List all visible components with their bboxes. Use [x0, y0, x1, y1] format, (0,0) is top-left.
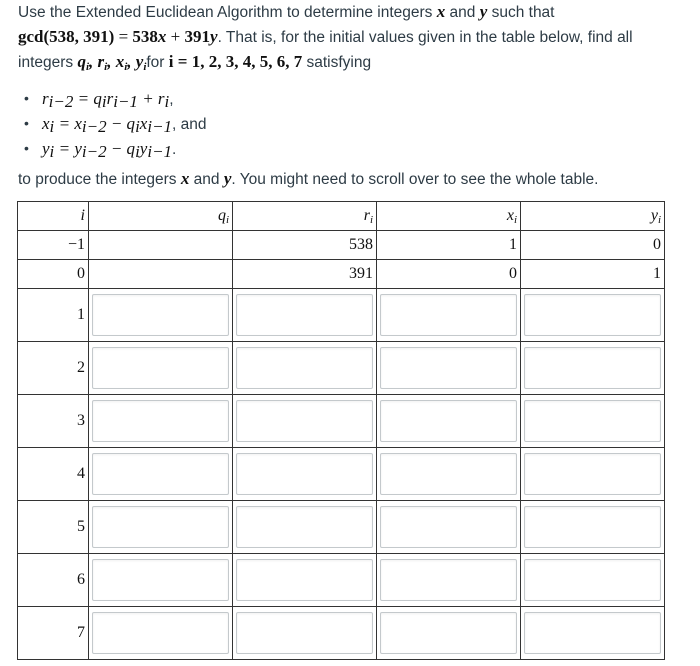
- instruction-line-2: [18, 25, 690, 50]
- math-sub: i: [164, 92, 170, 111]
- r-input[interactable]: [236, 347, 373, 389]
- math: − q: [106, 139, 136, 158]
- condition-tail: .: [172, 141, 177, 158]
- condition-tail: , and: [172, 116, 207, 133]
- q-input[interactable]: [92, 506, 229, 548]
- math-sub: i: [49, 142, 55, 161]
- produce-text-b: . You might need to scroll over to see the whole table.: [231, 171, 599, 188]
- math: r: [106, 89, 114, 108]
- instruction-text: satisfying: [302, 54, 372, 71]
- cell-r: [233, 607, 377, 660]
- math-sub: i−2: [48, 92, 74, 111]
- table-row: [18, 554, 665, 607]
- y-input[interactable]: [524, 559, 661, 601]
- y-input[interactable]: [524, 506, 661, 548]
- header-r: [233, 202, 377, 231]
- produce-text-and: and: [189, 171, 224, 188]
- math: = x: [58, 114, 82, 133]
- header-label: i: [80, 207, 85, 224]
- header-label: r: [363, 207, 370, 224]
- x-input[interactable]: [380, 612, 517, 654]
- instruction-text: . That is, for the initial values given in the table below, find all: [217, 29, 633, 46]
- cell-i: 5: [18, 501, 89, 554]
- cell-x: [377, 554, 521, 607]
- instruction-text: Use the Extended Euclidean Algorithm to determine integers: [18, 4, 437, 21]
- r-input[interactable]: [236, 559, 373, 601]
- cell-r: 538: [233, 231, 377, 260]
- instruction-text: such that: [487, 4, 555, 21]
- math: + r: [137, 89, 165, 108]
- math-sub: i−2: [81, 117, 107, 136]
- conditions-list: [24, 86, 207, 161]
- cell-y: [521, 289, 665, 342]
- cell-x: [377, 607, 521, 660]
- cell-r: [233, 395, 377, 448]
- math-sub: i−1: [147, 142, 173, 161]
- cell-y: [521, 607, 665, 660]
- header-y: [521, 202, 665, 231]
- coef-538: 538: [132, 27, 158, 46]
- cell-y: [521, 395, 665, 448]
- cell-y: 1: [521, 260, 665, 289]
- table-row: [18, 501, 665, 554]
- cell-x: 0: [377, 260, 521, 289]
- produce-text-a: to produce the integers: [18, 171, 181, 188]
- var-list: $q_i$, $r_i$, $x_i$, $y_i$: [77, 52, 147, 73]
- cell-r: 391: [233, 260, 377, 289]
- x-input[interactable]: [380, 453, 517, 495]
- math: y: [139, 139, 148, 158]
- cell-i: 6: [18, 554, 89, 607]
- cell-x: [377, 289, 521, 342]
- condition-tail: ,: [169, 91, 174, 108]
- math-sub: i−1: [113, 92, 138, 111]
- math: r: [42, 89, 49, 108]
- r-input[interactable]: [236, 506, 373, 548]
- header-sub: i: [225, 214, 229, 226]
- var-y: y: [223, 169, 232, 188]
- var-x: x: [436, 2, 446, 21]
- math: y: [42, 139, 50, 158]
- table-row: [18, 342, 665, 395]
- x-input[interactable]: [380, 347, 517, 389]
- y-input[interactable]: [524, 400, 661, 442]
- cell-y: [521, 501, 665, 554]
- equals: =: [114, 27, 133, 46]
- math-sub: i−2: [81, 142, 107, 161]
- cell-q: [89, 342, 233, 395]
- table-row: [18, 289, 665, 342]
- math: = q: [77, 89, 102, 108]
- x-input[interactable]: [380, 559, 517, 601]
- q-input[interactable]: [92, 612, 229, 654]
- cell-q: [89, 289, 233, 342]
- euclid-table: [17, 201, 665, 660]
- var-x: x: [157, 27, 167, 46]
- cell-r: [233, 554, 377, 607]
- condition-y: [24, 136, 207, 161]
- cell-q: [89, 501, 233, 554]
- cell-q: [89, 395, 233, 448]
- math-sub: i: [135, 142, 140, 161]
- coef-391: 391: [184, 27, 211, 46]
- instruction-line-3: [18, 50, 690, 75]
- cell-x: [377, 342, 521, 395]
- var-x: x: [180, 169, 190, 188]
- table-header-row: [18, 202, 665, 231]
- header-sub: i: [369, 214, 373, 226]
- instruction-text: integers: [18, 54, 78, 71]
- cell-r: [233, 448, 377, 501]
- q-input[interactable]: [92, 559, 229, 601]
- q-input[interactable]: [92, 400, 229, 442]
- q-input[interactable]: [92, 453, 229, 495]
- cell-y: 0: [521, 231, 665, 260]
- math: x: [139, 114, 148, 133]
- var-y: y: [210, 27, 218, 46]
- gcd-expression: gcd(538, 391): [18, 27, 115, 46]
- cell-i: −1: [18, 231, 89, 260]
- math: − q: [106, 114, 136, 133]
- r-input[interactable]: [236, 294, 373, 336]
- q-input[interactable]: [92, 347, 229, 389]
- math-sub: i: [49, 117, 55, 136]
- math-sub: i−1: [147, 117, 173, 136]
- header-sub: i: [513, 214, 517, 226]
- cell-r: [233, 501, 377, 554]
- math-sub: i: [135, 117, 140, 136]
- instruction-line-1: [18, 0, 690, 25]
- cell-i: 1: [18, 289, 89, 342]
- table-row: [18, 395, 665, 448]
- cell-r: [233, 342, 377, 395]
- x-input[interactable]: [380, 506, 517, 548]
- cell-y: [521, 448, 665, 501]
- cell-i: 0: [18, 260, 89, 289]
- instructions: [18, 0, 690, 75]
- i-range: i = 1, 2, 3, 4, 5, 6, 7: [168, 52, 303, 71]
- plus: +: [166, 27, 185, 46]
- cell-q: [89, 260, 233, 289]
- header-q: [89, 202, 233, 231]
- math: x: [42, 114, 50, 133]
- x-input[interactable]: [380, 294, 517, 336]
- y-input[interactable]: [524, 453, 661, 495]
- cell-q: [89, 554, 233, 607]
- header-x: [377, 202, 521, 231]
- produce-text: [18, 167, 598, 192]
- header-sub: i: [657, 214, 661, 226]
- table-row: [18, 231, 665, 260]
- cell-i: 3: [18, 395, 89, 448]
- math-sub: i: [101, 92, 107, 111]
- header-label: x: [506, 207, 514, 224]
- cell-x: 1: [377, 231, 521, 260]
- var-y: y: [479, 2, 488, 21]
- cell-i: 4: [18, 448, 89, 501]
- q-input[interactable]: [92, 294, 229, 336]
- r-input[interactable]: [236, 453, 373, 495]
- instruction-text: and: [445, 4, 480, 21]
- cell-x: [377, 501, 521, 554]
- condition-x: [24, 111, 207, 136]
- table-row: [18, 260, 665, 289]
- y-input[interactable]: [524, 347, 661, 389]
- header-label: q: [217, 207, 226, 224]
- cell-y: [521, 342, 665, 395]
- cell-i: 7: [18, 607, 89, 660]
- cell-i: 2: [18, 342, 89, 395]
- cell-q: [89, 448, 233, 501]
- table-row: [18, 607, 665, 660]
- cell-q: [89, 607, 233, 660]
- y-input[interactable]: [524, 294, 661, 336]
- header-i: [18, 202, 89, 231]
- r-input[interactable]: [236, 612, 373, 654]
- cell-r: [233, 289, 377, 342]
- cell-x: [377, 448, 521, 501]
- instruction-text: for: [146, 54, 169, 71]
- header-label: y: [650, 207, 658, 224]
- y-input[interactable]: [524, 612, 661, 654]
- x-input[interactable]: [380, 400, 517, 442]
- cell-q: [89, 231, 233, 260]
- r-input[interactable]: [236, 400, 373, 442]
- cell-x: [377, 395, 521, 448]
- cell-y: [521, 554, 665, 607]
- condition-r: [24, 86, 207, 111]
- math: = y: [58, 139, 82, 158]
- table-row: [18, 448, 665, 501]
